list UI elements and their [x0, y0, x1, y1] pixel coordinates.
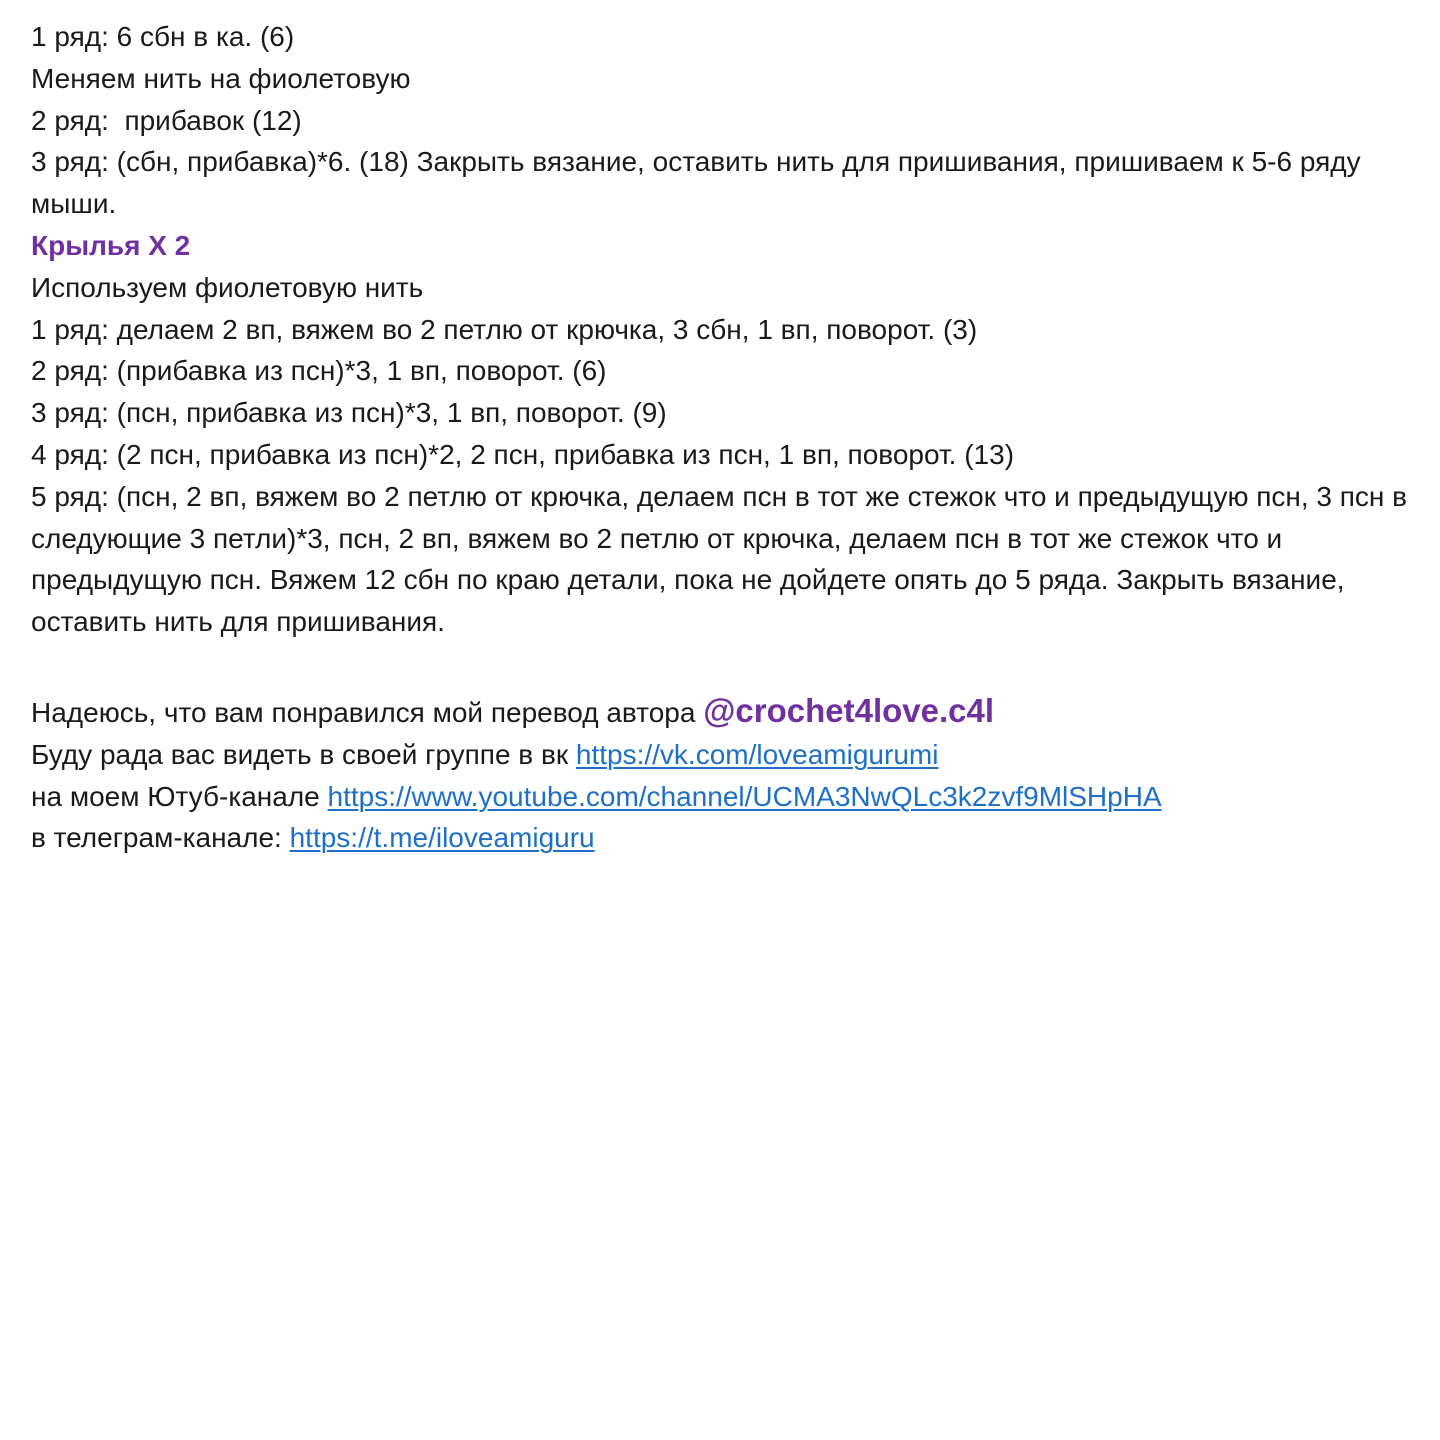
row-1-text: 1 ряд: 6 сбн в ка. (6) [31, 21, 295, 52]
telegram-text: в телеграм-канале: [31, 822, 290, 854]
wings-yarn-text: Используем фиолетовую нить [31, 271, 424, 303]
author-handle: @crochet4love.c4l [703, 691, 995, 729]
wings-row-1-text: 1 ряд: делаем 2 вп, вяжем во 2 петлю от крючка, 3 сбн, 1 вп, поворот. (3) [31, 313, 978, 345]
vk-text: Буду рада вас видеть в своей группе в вк [31, 738, 576, 770]
wings-row-2-text: 2 ряд: (прибавка из псн)*3, 1 вп, поворот. (6) [31, 355, 607, 387]
document-body [31, 16, 1421, 859]
youtube-text: на моем Ютуб-канале [31, 780, 328, 812]
youtube-link[interactable]: https://www.youtube.com/channel/UCMA3NwQLc3k2zvf9MlSHpHA [327, 780, 1162, 812]
wings-row-5-text: 5 ряд: (псн, 2 вп, вяжем во 2 петлю от крючка, делаем псн в тот же стежок что и предыдущую псн, 3 псн в следующие 3 петли)*3, псн, 2 вп, вяжем во 2 петлю от крючка, делаем псн в тот же стежок что и предыдущую псн. Вяжем 12 сбн по краю детали, пока не дойдете опять до 5 ряда. Закрыть вязание, оставить нить для пришивания. [31, 480, 1415, 638]
thanks-text: Надеюсь, что вам понравился мой перевод автора [31, 696, 704, 728]
vk-line [31, 734, 1421, 776]
change-yarn-text: Меняем нить на фиолетовую [31, 62, 411, 94]
telegram-line [31, 817, 1421, 859]
youtube-line [31, 776, 1421, 818]
wings-row-4-text: 4 ряд: (2 псн, прибавка из псн)*2, 2 псн, прибавка из псн, 1 вп, поворот. (13) [31, 438, 1015, 470]
row-3-text: 3 ряд: (сбн, прибавка)*6. (18) Закрыть вязание, оставить нить для пришивания, пришиваем к 5-6 ряду мыши. [31, 146, 1369, 220]
thanks-line [31, 690, 1421, 734]
wings-row-3-text: 3 ряд: (псн, прибавка из псн)*3, 1 вп, поворот. (9) [31, 397, 667, 429]
wings-heading: Крылья Х 2 [31, 229, 191, 261]
row-2-text: 2 ряд: прибавок (12) [31, 104, 302, 136]
paragraph-spacer [31, 643, 1421, 690]
vk-link[interactable]: https://vk.com/loveamigurumi [575, 738, 939, 770]
telegram-link[interactable]: https://t.me/iloveamiguru [289, 822, 595, 854]
